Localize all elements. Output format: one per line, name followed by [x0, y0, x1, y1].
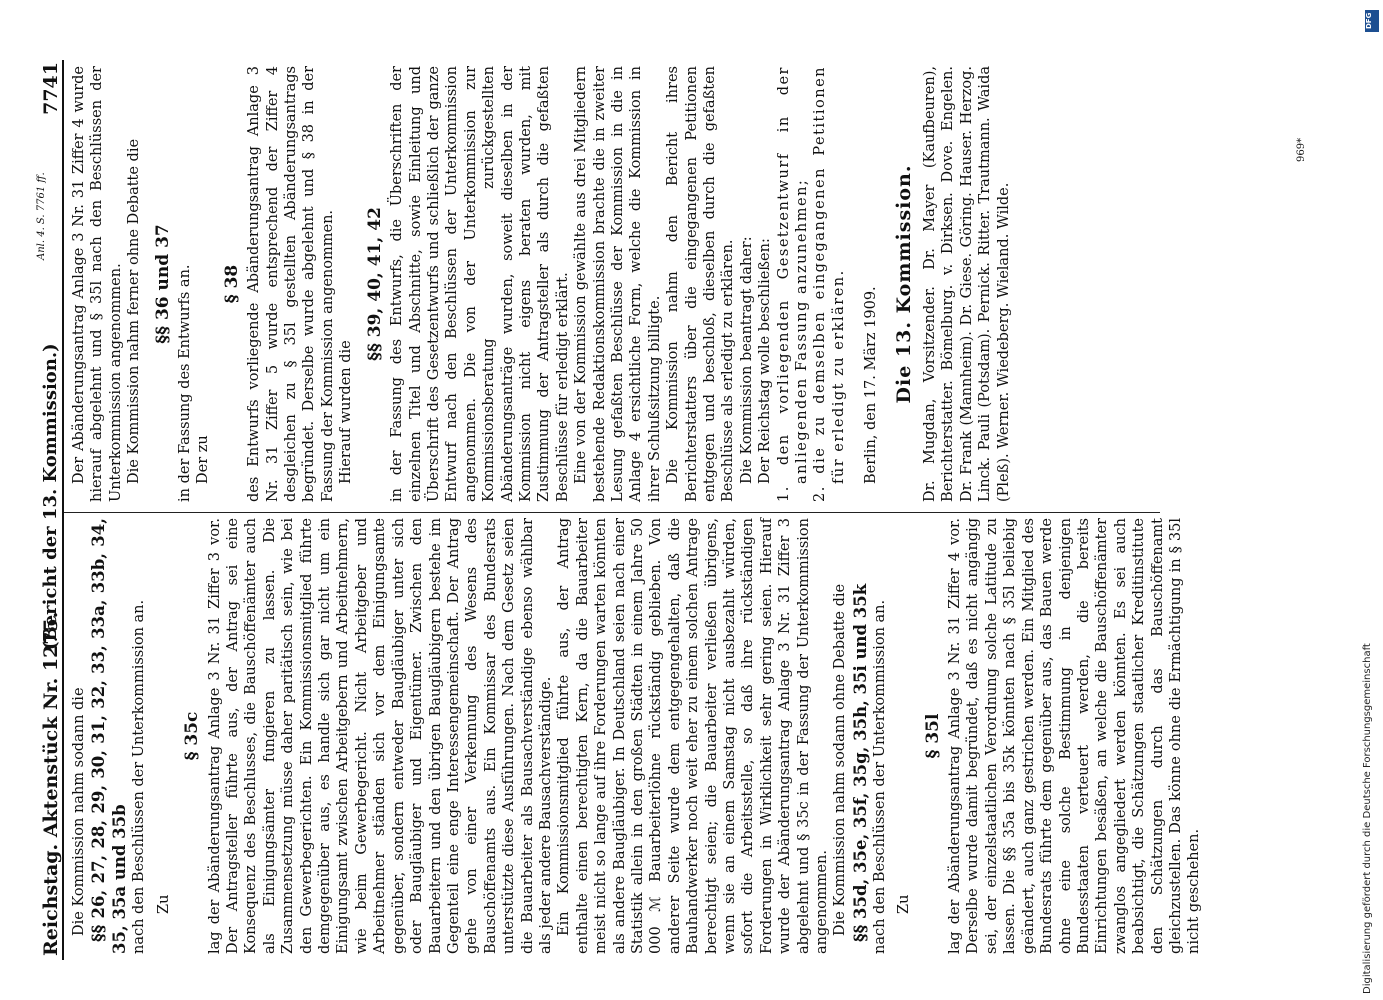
paragraph: Die Kommission nahm den Bericht ihres Berichterstatters über die eingegangenen Petitionen entgegen und beschloß, dieselben durch die gefaßten Beschlüsse als erledigt zu erklären.: [665, 66, 737, 502]
page-mark: 969*: [1296, 137, 1307, 162]
left-column: [40, 518, 1204, 954]
paragraph: Die Kommission nahm ferner ohne Debatte die: [126, 138, 143, 484]
section-list: §§ 26, 27, 28, 29, 30, 31, 32, 33, 33a, 33b, 34, 35, 35a und 35b: [89, 518, 130, 954]
paragraph: lag der Abänderungsantrag Anlage 3 Nr. 31 Ziffer 4 vor. Derselbe wurde damit begründet, daß es nicht angängig sei, der einzelstaatlichen Verordnung solche Latitude zu lassen. Die §§ 35a bis 35k könnten nach § 35l beliebig geändert, auch ganz gestrichen werden. Ein Mitglied des Bundesrats führte dem gegenüber aus, das Bauen werde ohne eine solche Bestimmung in denjenigen Bundesstaaten verteuert werden, die bereits Einrichtungen besäßen, an welche die Bauschöffenämter zwanglos angegliedert werden könnten. Es sei auch beabsichtigt, die Schätzungen staatlicher Kreditinstitute den Schätzungen durch das Bauschöffenamt gleichzustellen. Das könne ohne die Ermächtigung in § 35l nicht geschehen.: [947, 518, 1203, 954]
section-heading: § 35l: [922, 713, 943, 759]
paragraph: Die Kommission beantragt daher:: [738, 236, 755, 484]
zu-label: Zu: [155, 894, 172, 914]
paragraph: Hierauf wurden die: [338, 340, 355, 484]
motion-item: 2. die zu demselben eingegangenen Petitionen für erledigt zu erklären.: [812, 66, 847, 502]
rotated-page-content: [36, 60, 1360, 960]
dfg-logo: DFG: [1365, 10, 1379, 32]
paragraph: Ein Kommissionsmitglied führte aus, der Antrag enthalte einen berechtigten Kern, da die Bauarbeiter meist nicht so lange auf ihre Forderungen warten könnten als andere Baugläubiger. In Deutschland seien nach einer Statistik allein in den großen Städten in einem Jahre 50 000 ℳ Bauarbeiterlöhne rückständig geblieben. Von anderer Seite wurde dem entgegengehalten, daß die Bauhandwerker noch weit eher zu einem solchen Antrage berechtigt seien; die Bauarbeiter verließen übrigens, wenn sie an einem Samstag nicht ausbezahlt würden, sofort die Arbeitsstelle, so daß ihre rückständigen Forderungen in Wirklichkeit sehr gering seien. Hierauf wurde der Abänderungsantrag Anlage 3 Nr. 31 Ziffer 3 abgelehnt und § 35c in der Fassung der Unterkommission angenommen.: [556, 518, 831, 954]
margin-note: Anl. 4. S. 7761 ff.: [36, 172, 47, 260]
paragraph: Die Kommission nahm sodann die: [71, 687, 87, 936]
zu-label: Zu: [896, 894, 913, 914]
paragraph: nach den Beschlüssen der Unterkommission an.: [131, 599, 148, 954]
zu-label: Der zu: [195, 435, 212, 484]
paragraph: Der Reichstag wolle beschließen:: [757, 238, 774, 484]
paragraph: Eine von der Kommission gewählte aus drei Mitgliedern bestehende Redaktionskommission brachte die in zweiter Lesung gefaßten Beschlüsse der Kommission in die in Anlage 4 ersichtliche Form, welche die Kommission in ihrer Schlußsitzung billigte.: [573, 66, 663, 502]
paragraph: Die Kommission nahm sodann ohne Debatte die: [832, 583, 849, 936]
member-list: Dr. Mugdan, Vorsitzender. Dr. Mayer (Kaufbeuren), Berichterstatter. Bömelburg. v. Dirksen. Dove. Engelen. Dr. Frank (Mannheim). Dr. Giese. Göring. Hauser. Herzog. Linck. Pauli (Potsdam). Pernick. Ritter. Trautmann. Waida (Pleß). Werner. Wiedeberg. Wieland. Wilde.: [922, 66, 1012, 502]
section-list: §§ 35d, 35e, 35f, 35g, 35h, 35i und 35k: [850, 583, 870, 942]
paragraph: Der Abänderungsantrag Anlage 3 Nr. 31 Ziffer 4 wurde hierauf abgelehnt und § 35l nach den Beschlüssen der Unterkommission angenommen.: [71, 66, 124, 502]
section-heading: § 35c: [182, 711, 203, 761]
paragraph: in der Fassung des Entwurfs, die Überschriften der einzelnen Titel und Abschnitte, sowie Einleitung und Überschrift des Gesetzentwurfs und schließlich der ganze Entwurf nach den Beschlüssen der Unterkommission angenommen. Die von der Unterkommission zur Kommissionsberatung zurückgestellten Abänderungsanträge wurden, soweit dieselben in der Kommission nicht eigens beraten wurden, mit Zustimmung der Antragsteller als durch die gefaßten Beschlüsse für erledigt erklärt.: [389, 66, 571, 502]
digitization-text: Digitalisierung gefördert durch die Deutsche Forschungsgemeinschaft: [1362, 643, 1373, 994]
column-divider: [64, 512, 1160, 513]
header-page-number: 7741: [40, 62, 62, 115]
commission-signature: Die 13. Kommission.: [892, 164, 915, 404]
section-heading: §§ 36 und 37: [152, 224, 173, 344]
header-center: (Bericht der 13. Kommission.): [40, 343, 61, 650]
paragraph: nach den Beschlüssen der Unterkommission an.: [871, 599, 888, 954]
right-column: [40, 66, 1013, 502]
section-heading: §§ 39, 40, 41, 42: [364, 207, 385, 361]
section-heading: § 38: [221, 264, 242, 304]
header-left: Reichstag. Aktenstück Nr. 1275.: [40, 611, 62, 956]
digitization-note: [1357, 6, 1383, 994]
paragraph: lag der Abänderungsantrag Anlage 3 Nr. 31 Ziffer 3 vor. Der Antragsteller führte aus, der Antrag sei eine Konsequenz des Beschlusses, die Bauschöffenämter auch als Einigungsämter fungieren zu lassen. Die Zusammensetzung müsse daher paritätisch sein, wie bei den Gewerbegerichten. Ein Kommissionsmitglied führte demgegenüber aus, es handle sich gar nicht um ein Einigungsamt zwischen Arbeitgebern und Arbeitnehmern, wie beim Gewerbegericht. Nicht Arbeitgeber und Arbeitnehmer ständen sich vor dem Einigungsamte gegenüber, sondern entweder Baugläubiger unter sich oder Baugläubiger und Eigentümer. Zwischen den Bauarbeitern und den übrigen Baugläubigern bestehe im Gegenteil eine enge Interessengemeinschaft. Der Antrag gehe von einer Verkennung des Wesens des Bauschöffenamts aus. Ein Kommissar des Bundesrats unterstützte diese Ausführungen. Nach dem Gesetz seien die Bauarbeiter als Bausachverständige ebenso wählbar als jeder andere Bausachverständige.: [206, 518, 554, 954]
paragraph: des Entwurfs vorliegende Abänderungsantrag Anlage 3 Nr. 31 Ziffer 5 wurde entsprechend der Ziffer 4 desgleichen zu § 35l gestellten Abänderungsantrags begründet. Derselbe wurde abgelehnt und § 38 in der Fassung der Kommission angenommen.: [246, 66, 336, 502]
paragraph: in der Fassung des Entwurfs an.: [177, 264, 194, 502]
motion-item: 1. den vorliegenden Gesetzentwurf in der anliegenden Fassung anzunehmen;: [775, 66, 811, 502]
date-line: Berlin, den 17. März 1909.: [863, 286, 880, 484]
